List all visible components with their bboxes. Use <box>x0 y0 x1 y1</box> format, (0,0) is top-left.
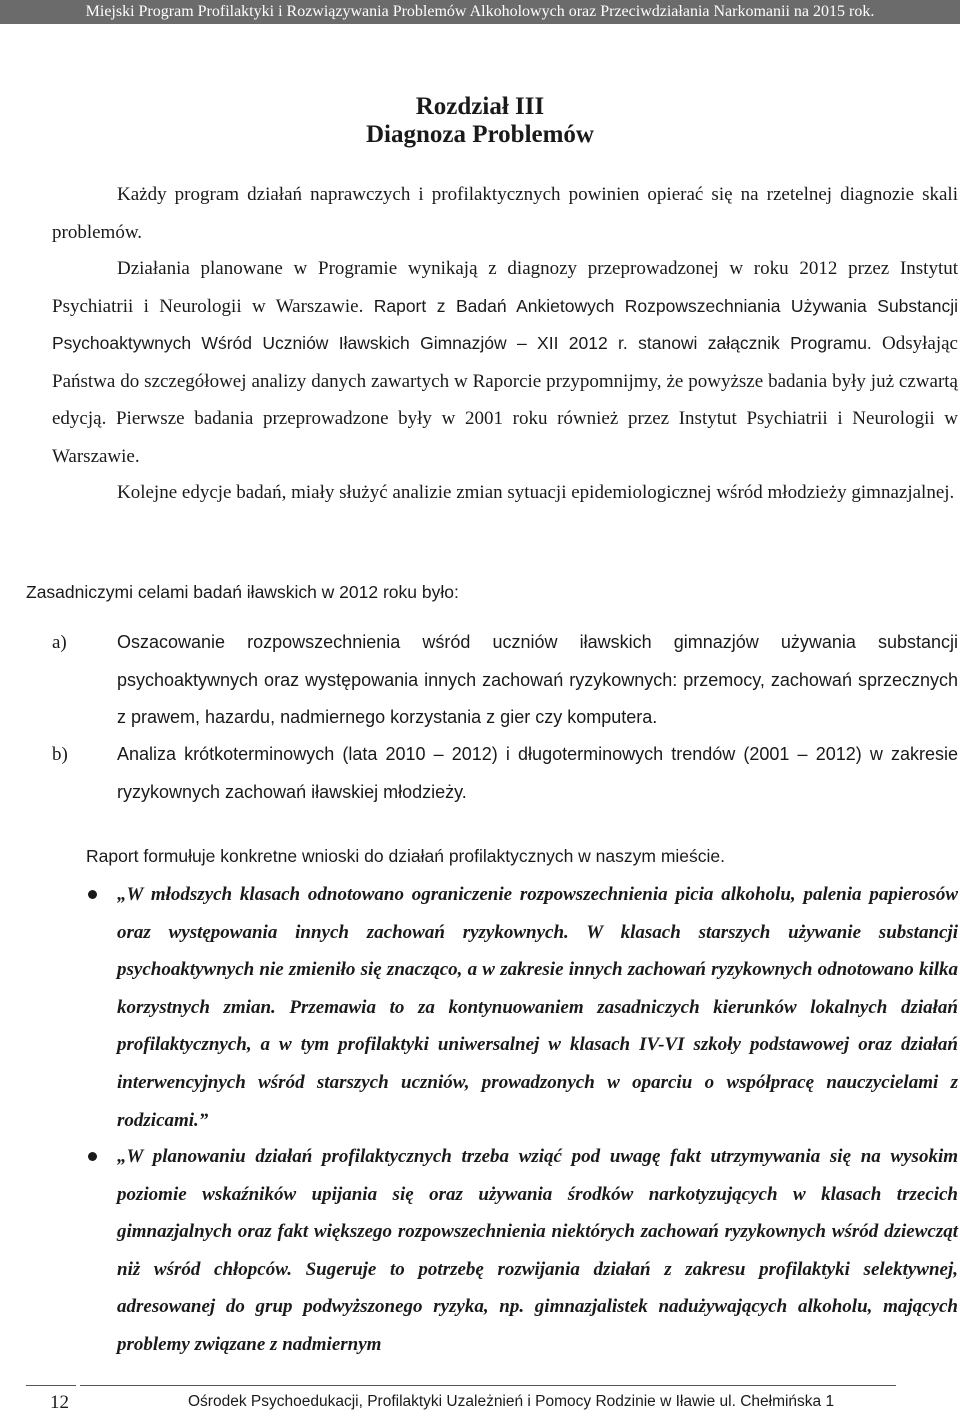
chapter-number: Rozdział III <box>415 93 545 120</box>
page-number: 12 <box>50 1392 69 1413</box>
goal-text: Oszacowanie rozpowszechnienia wśród uczniów iławskich gimnazjów używania substancji psychoaktywnych oraz występowania innych zachowań ryzykownych: przemocy, zachowań sprzecznych z prawem, hazardu, nadmiernego korzystania z gier czy komputera. <box>117 632 958 728</box>
report-intro <box>86 838 958 876</box>
goal-item-b <box>52 736 958 811</box>
conclusion-item <box>52 876 958 1139</box>
paragraph-diagnosis <box>52 250 958 476</box>
paragraph-diagnosis-report: Raport z Badań Ankietowych Rozpowszechniania Używania Substancji Psychoaktywnych Wśród Uczniów Iławskich Gimnazjów – XII 2012 r. stanowi załącznik Programu. <box>52 295 959 354</box>
bullet-icon <box>88 1152 97 1161</box>
goal-marker: a) <box>52 632 67 653</box>
paragraph-editions <box>52 474 958 512</box>
paragraph-intro-text: Każdy program działań naprawczych i profilaktycznych powinien opierać się na rzetelnej diagnozie skali problemów. <box>52 184 958 243</box>
paragraph-diagnosis-reference: Odsyłając Państwa do szczegółowej analizy danych zawartych w Raporcie przypomnijmy, że powyższe badania były już czwartą edycją. <box>52 333 958 430</box>
conclusion-text: „W planowaniu działań profilaktycznych trzeba wziąć pod uwagę fakt utrzymywania się na wysokim poziomie wskaźników upijania się oraz używania środków narkotyzujących w klasach trzecich gimnazjalnych oraz fakt większego rozpowszechnienia niektórych zachowań ryzykownych wśród dziewcząt niż wśród chłopców. Sugeruje to potrzebę rozwijania działań z zakresu profilaktyki selektywnej, adresowanej do grup podwyższonego ryzyka, np. gimnazjalistek nadużywających alkoholu, mających problemy związane z nadmiernym <box>117 1146 958 1355</box>
paragraph-diagnosis-source: Działania planowane w Programie wynikają z diagnozy przeprowadzonej w roku 2012 przez Instytut Psychiatrii i Neurologii w Warszawie. <box>52 258 958 317</box>
paragraph-editions-text: Kolejne edycje badań, miały służyć analizie zmian sytuacji epidemiologicznej wśród młodzieży gimnazjalnej. <box>117 482 955 503</box>
goal-item-a <box>52 624 958 737</box>
conclusion-item <box>52 1138 958 1364</box>
paragraph-diagnosis-history: Pierwsze badania przeprowadzone były w 2001 roku również przez Instytut Psychiatrii i Neurologii w Warszawie. <box>52 408 958 467</box>
goals-intro <box>26 574 958 612</box>
report-intro-text: Raport formułuje konkretne wnioski do działań profilaktycznych w naszym mieście. <box>86 846 726 866</box>
footer-address: Ośrodek Psychoedukacji, Profilaktyki Uzależnień i Pomocy Rodzinie w Iławie ul. Chełmińska 1 <box>188 1393 835 1410</box>
goals-intro-text: Zasadniczymi celami badań iławskich w 2012 roku było: <box>26 582 459 602</box>
header-title: Miejski Program Profilaktyki i Rozwiązywania Problemów Alkoholowych oraz Przeciwdziałania Narkomanii na 2015 rok. <box>85 3 875 20</box>
goal-text: Analiza krótkoterminowych (lata 2010 – 2012) i długoterminowych trendów (2001 – 2012) w zakresie ryzykownych zachowań iławskiej młodzieży. <box>117 744 958 802</box>
paragraph-intro <box>52 176 958 251</box>
footer-divider <box>80 1385 896 1386</box>
goal-marker: b) <box>52 744 68 765</box>
bullet-icon <box>88 890 97 899</box>
footer-divider-left <box>26 1385 76 1386</box>
conclusion-text: „W młodszych klasach odnotowano ograniczenie rozpowszechnienia picia alkoholu, palenia papierosów oraz występowania innych zachowań ryzykownych. W klasach starszych używanie substancji psychoaktywnych nie zmieniło się znacząco, a w zakresie innych zachowań ryzykownych odnotowano kilka korzystnych zmian. Przemawia to za kontynuowaniem zasadniczych kierunków lokalnych działań profilaktycznych, a w tym profilaktyki uniwersalnej w klasach IV-VI szkoły podstawowej oraz działań interwencyjnych wśród starszych uczniów, prowadzonych w oparciu o współpracę nauczycielami z rodzicami.” <box>117 884 958 1131</box>
document-header <box>0 0 960 24</box>
chapter-title: Diagnoza Problemów <box>366 121 594 148</box>
